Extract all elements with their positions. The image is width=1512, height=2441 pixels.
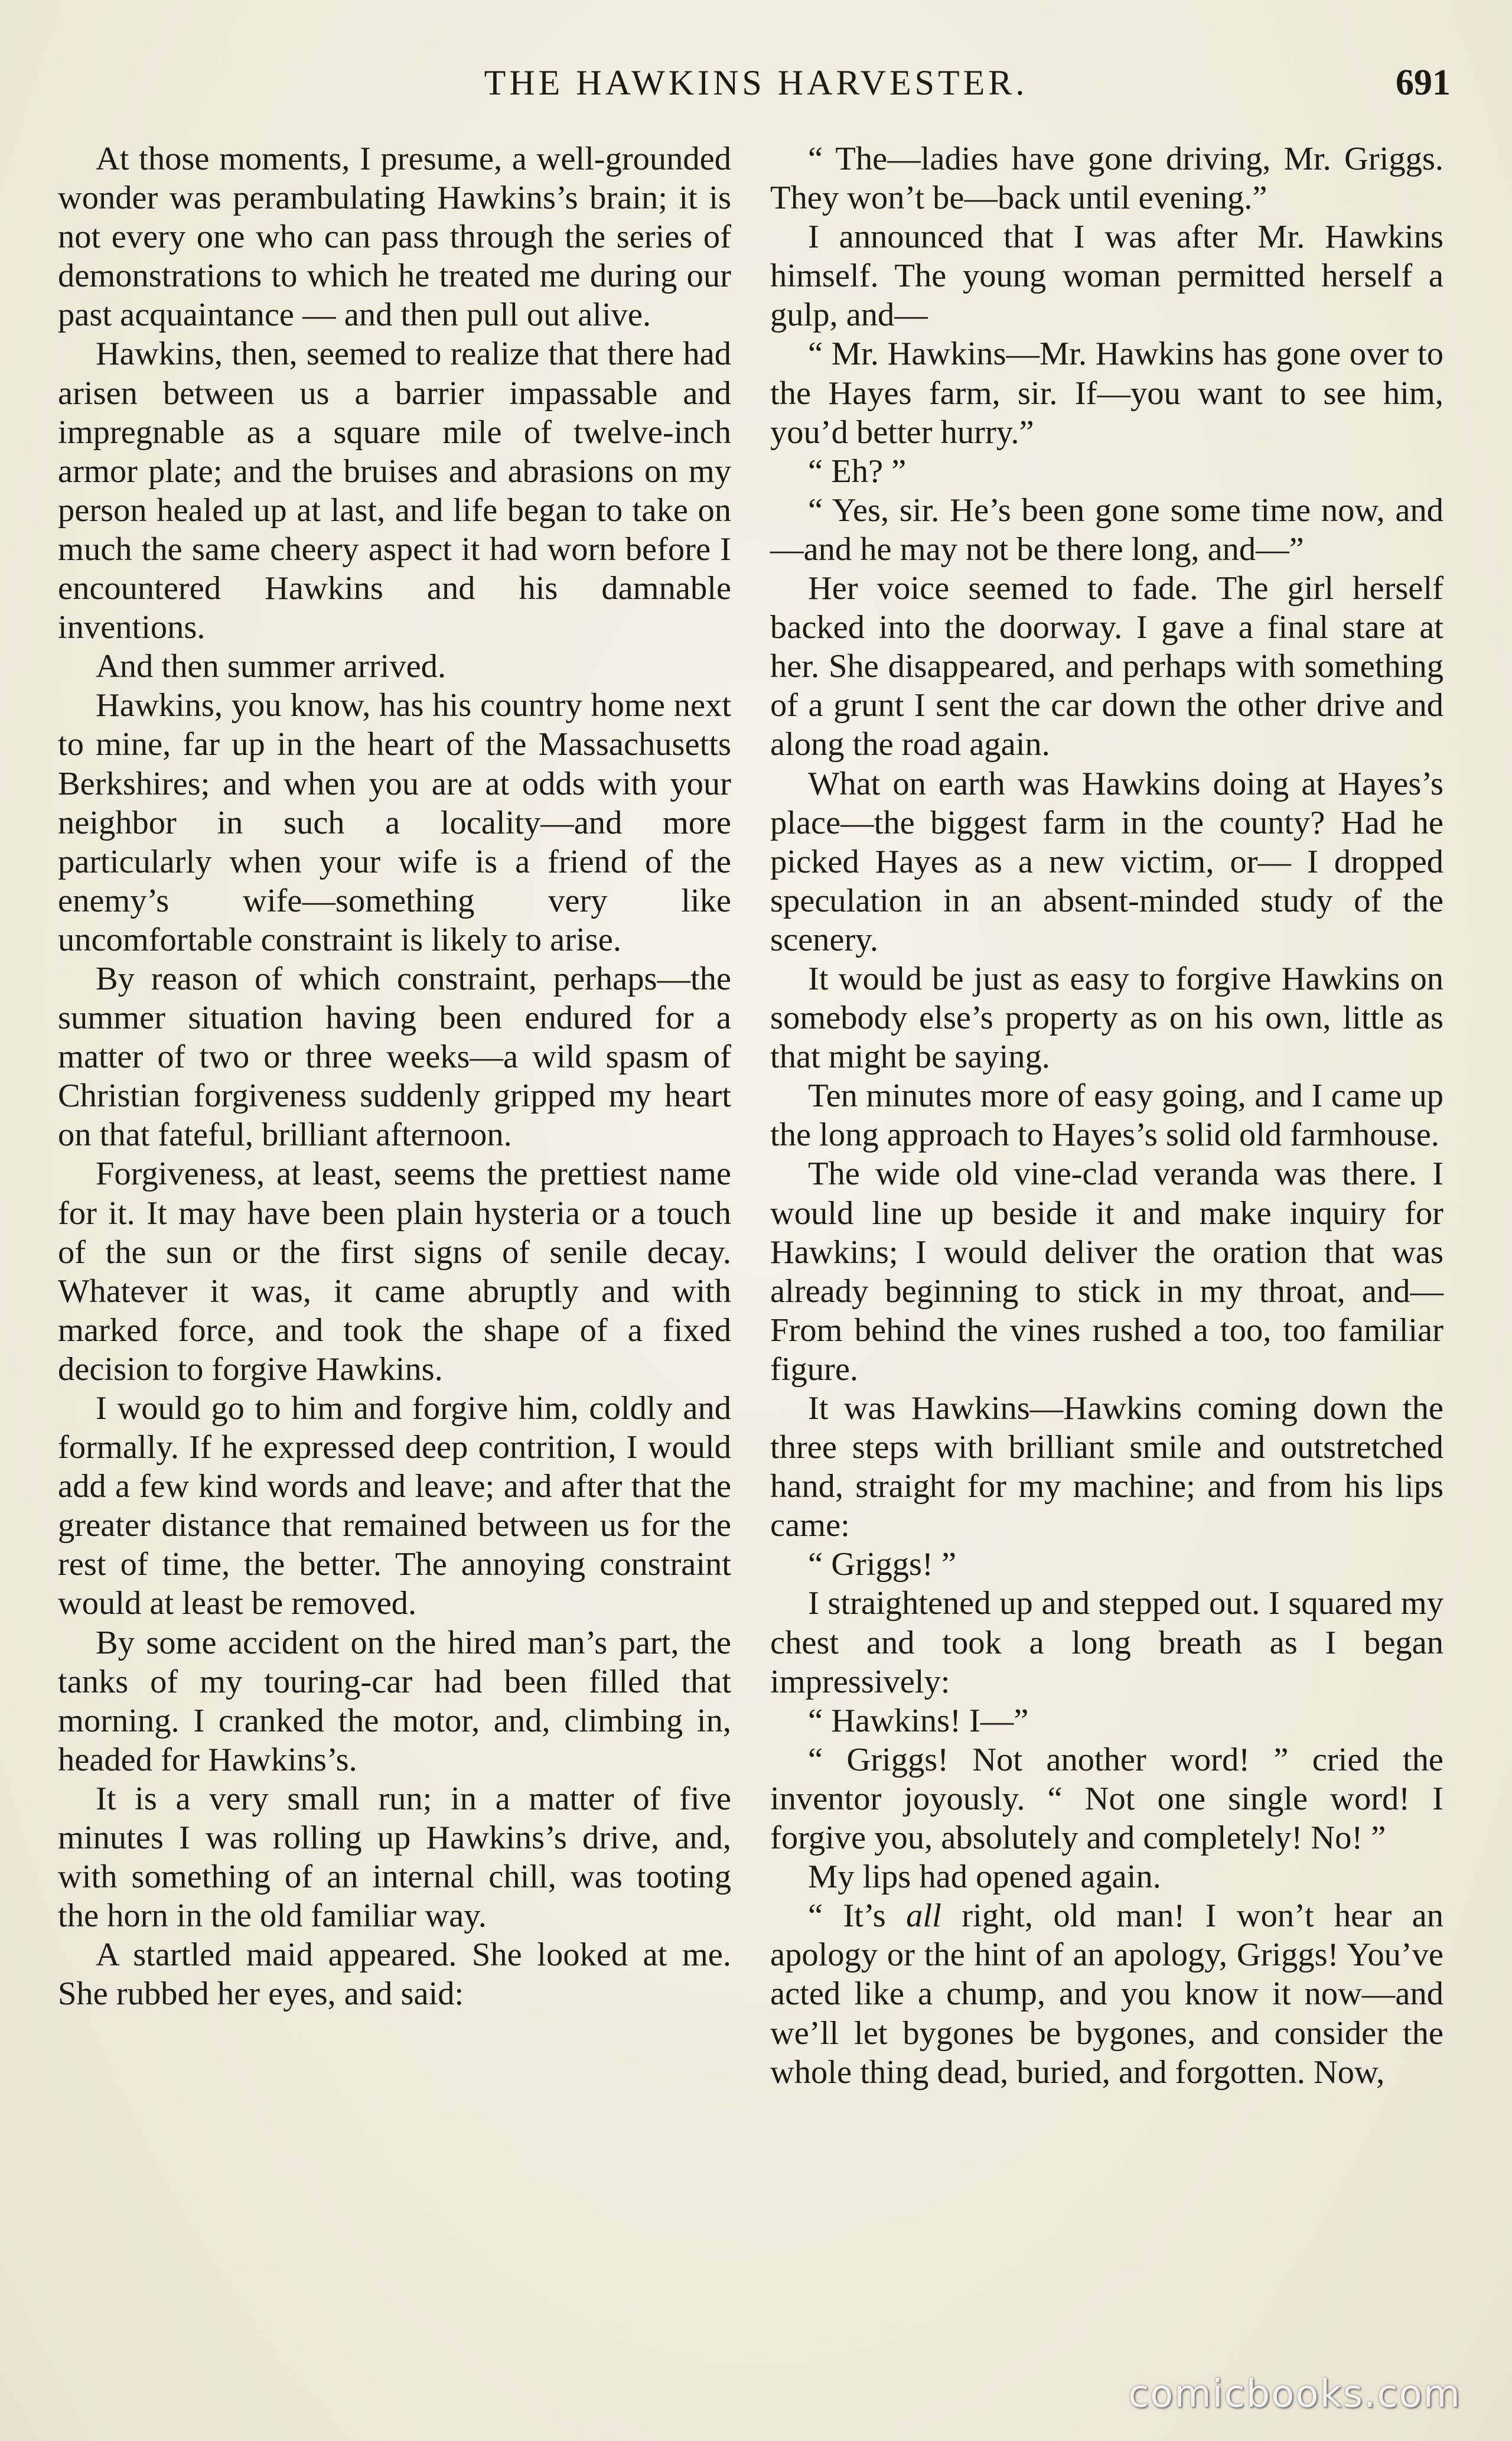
paragraph: “ The—ladies have gone driving, Mr. Griggs. They won’t be—back until evening.” xyxy=(770,141,1443,217)
paragraph: Forgiveness, at least, seems the prettiest name for it. It may have been plain hysteria or a touch of the sun or the first signs of senile decay. Whatever it was, it came abruptly and with marked force, and took the shape of a fixed decision to forgive Hawkins. xyxy=(58,1156,731,1388)
paragraph: At those moments, I presume, a well-grounded wonder was perambulating Hawkins’s brain; it is not every one who can pass through the series of demonstrations to which he treated me during our past acquaintance — and then pull out alive. xyxy=(58,141,731,334)
paragraph: “ Mr. Hawkins—Mr. Hawkins has gone over to the Hayes farm, sir. If—you want to see him, you’d better hurry.” xyxy=(770,336,1443,451)
paragraph: Ten minutes more of easy going, and I came up the long approach to Hayes’s solid old farmhouse. xyxy=(770,1078,1443,1154)
paragraph: By some accident on the hired man’s part, the tanks of my touring-car had been filled that morning. I cranked the motor, and, climbing in, headed for Hawkins’s. xyxy=(58,1624,731,1778)
running-head xyxy=(0,58,1512,108)
left-text-column xyxy=(58,139,731,2014)
paragraph: Her voice seemed to fade. The girl herself backed into the doorway. I gave a final stare at her. She disappeared, and perhaps with something of a grunt I sent the car down the other drive and along the road again. xyxy=(770,570,1443,763)
paragraph xyxy=(770,1896,1443,2091)
paragraph: It would be just as easy to forgive Hawkins on somebody else’s property as on his own, little as that might be saying. xyxy=(770,960,1443,1076)
paragraph: “ Yes, sir. He’s been gone some time now, and—and he may not be there long, and—” xyxy=(770,492,1443,568)
paragraph: “ Griggs! ” xyxy=(808,1546,957,1583)
paragraph: It is a very small run; in a matter of five minutes I was rolling up Hawkins’s drive, and, with something of an internal chill, was tooting the horn in the old familiar way. xyxy=(58,1780,731,1935)
running-head-title: THE HAWKINS HARVESTER. xyxy=(484,63,1028,102)
paragraph: I straightened up and stepped out. I squared my chest and took a long breath as I began impressively: xyxy=(770,1585,1443,1700)
paragraph: I would go to him and forgive him, coldly and formally. If he expressed deep contrition, I would add a few kind words and leave; and after that the greater distance that remained between us for the rest of time, the better. The annoying constraint would at least be removed. xyxy=(58,1390,731,1622)
paragraph: I announced that I was after Mr. Hawkins himself. The young woman permitted herself a gulp, and— xyxy=(770,219,1443,334)
page-number: 691 xyxy=(1396,63,1451,103)
paragraph: The wide old vine-clad veranda was there. I would line up beside it and make inquiry for Hawkins; I would deliver the oration that was already beginning to stick in my throat, and— From behind the vines rushed a too, too familiar figure. xyxy=(770,1156,1443,1388)
paragraph: And then summer arrived. xyxy=(96,648,447,685)
paragraph: Hawkins, then, seemed to realize that there had arisen between us a barrier impassable and impregnable as a square mile of twelve-inch armor plate; and the bruises and abrasions on my person healed up at last, and life began to take on much the same cheery aspect it had worn before I encountered Hawkins and his damnable inventions. xyxy=(58,336,731,646)
paragraph: “ Griggs! Not another word! ” cried the inventor joyously. “ Not one single word! I forgive you, absolutely and completely! No! ” xyxy=(770,1741,1443,1857)
paragraph: “ Eh? ” xyxy=(808,453,907,490)
emphasis-text: all xyxy=(906,1898,941,1935)
paragraph: My lips had opened again. xyxy=(808,1859,1161,1896)
watermark: comicbooks.com xyxy=(1128,2372,1461,2416)
paragraph: “ Hawkins! I—” xyxy=(808,1702,1029,1739)
paragraph: What on earth was Hawkins doing at Hayes’s place—the biggest farm in the county? Had he picked Hayes as a new victim, or— I dropped speculation in an absent-minded study of the scenery. xyxy=(770,765,1443,958)
paragraph: By reason of which constraint, perhaps—the summer situation having been endured for a matter of two or three weeks—a wild spasm of Christian forgiveness suddenly gripped my heart on that fateful, brilliant afternoon. xyxy=(58,960,731,1154)
paragraph: It was Hawkins—Hawkins coming down the three steps with brilliant smile and outstretched hand, straight for my machine; and from his lips came: xyxy=(770,1390,1443,1544)
text-run: “ It’s xyxy=(808,1898,907,1935)
text-run: right, old man! I won’t hear an apology or the hint of an apology, Griggs! You’ve acted like a chump, and you know it now—and we’ll let bygones be bygones, and consider the whole thing dead, buried, and forgotten. Now, xyxy=(770,1898,1444,2091)
right-text-column xyxy=(770,139,1443,2092)
paragraph: A startled maid appeared. She looked at me. She rubbed her eyes, and said: xyxy=(58,1936,731,2013)
paragraph: Hawkins, you know, has his country home next to mine, far up in the heart of the Massachusetts Berkshires; and when you are at odds with your neighbor in such a locality—and more particularly when your wife is a friend of the enemy’s wife—something very like uncomfortable constraint is likely to arise. xyxy=(58,687,731,958)
